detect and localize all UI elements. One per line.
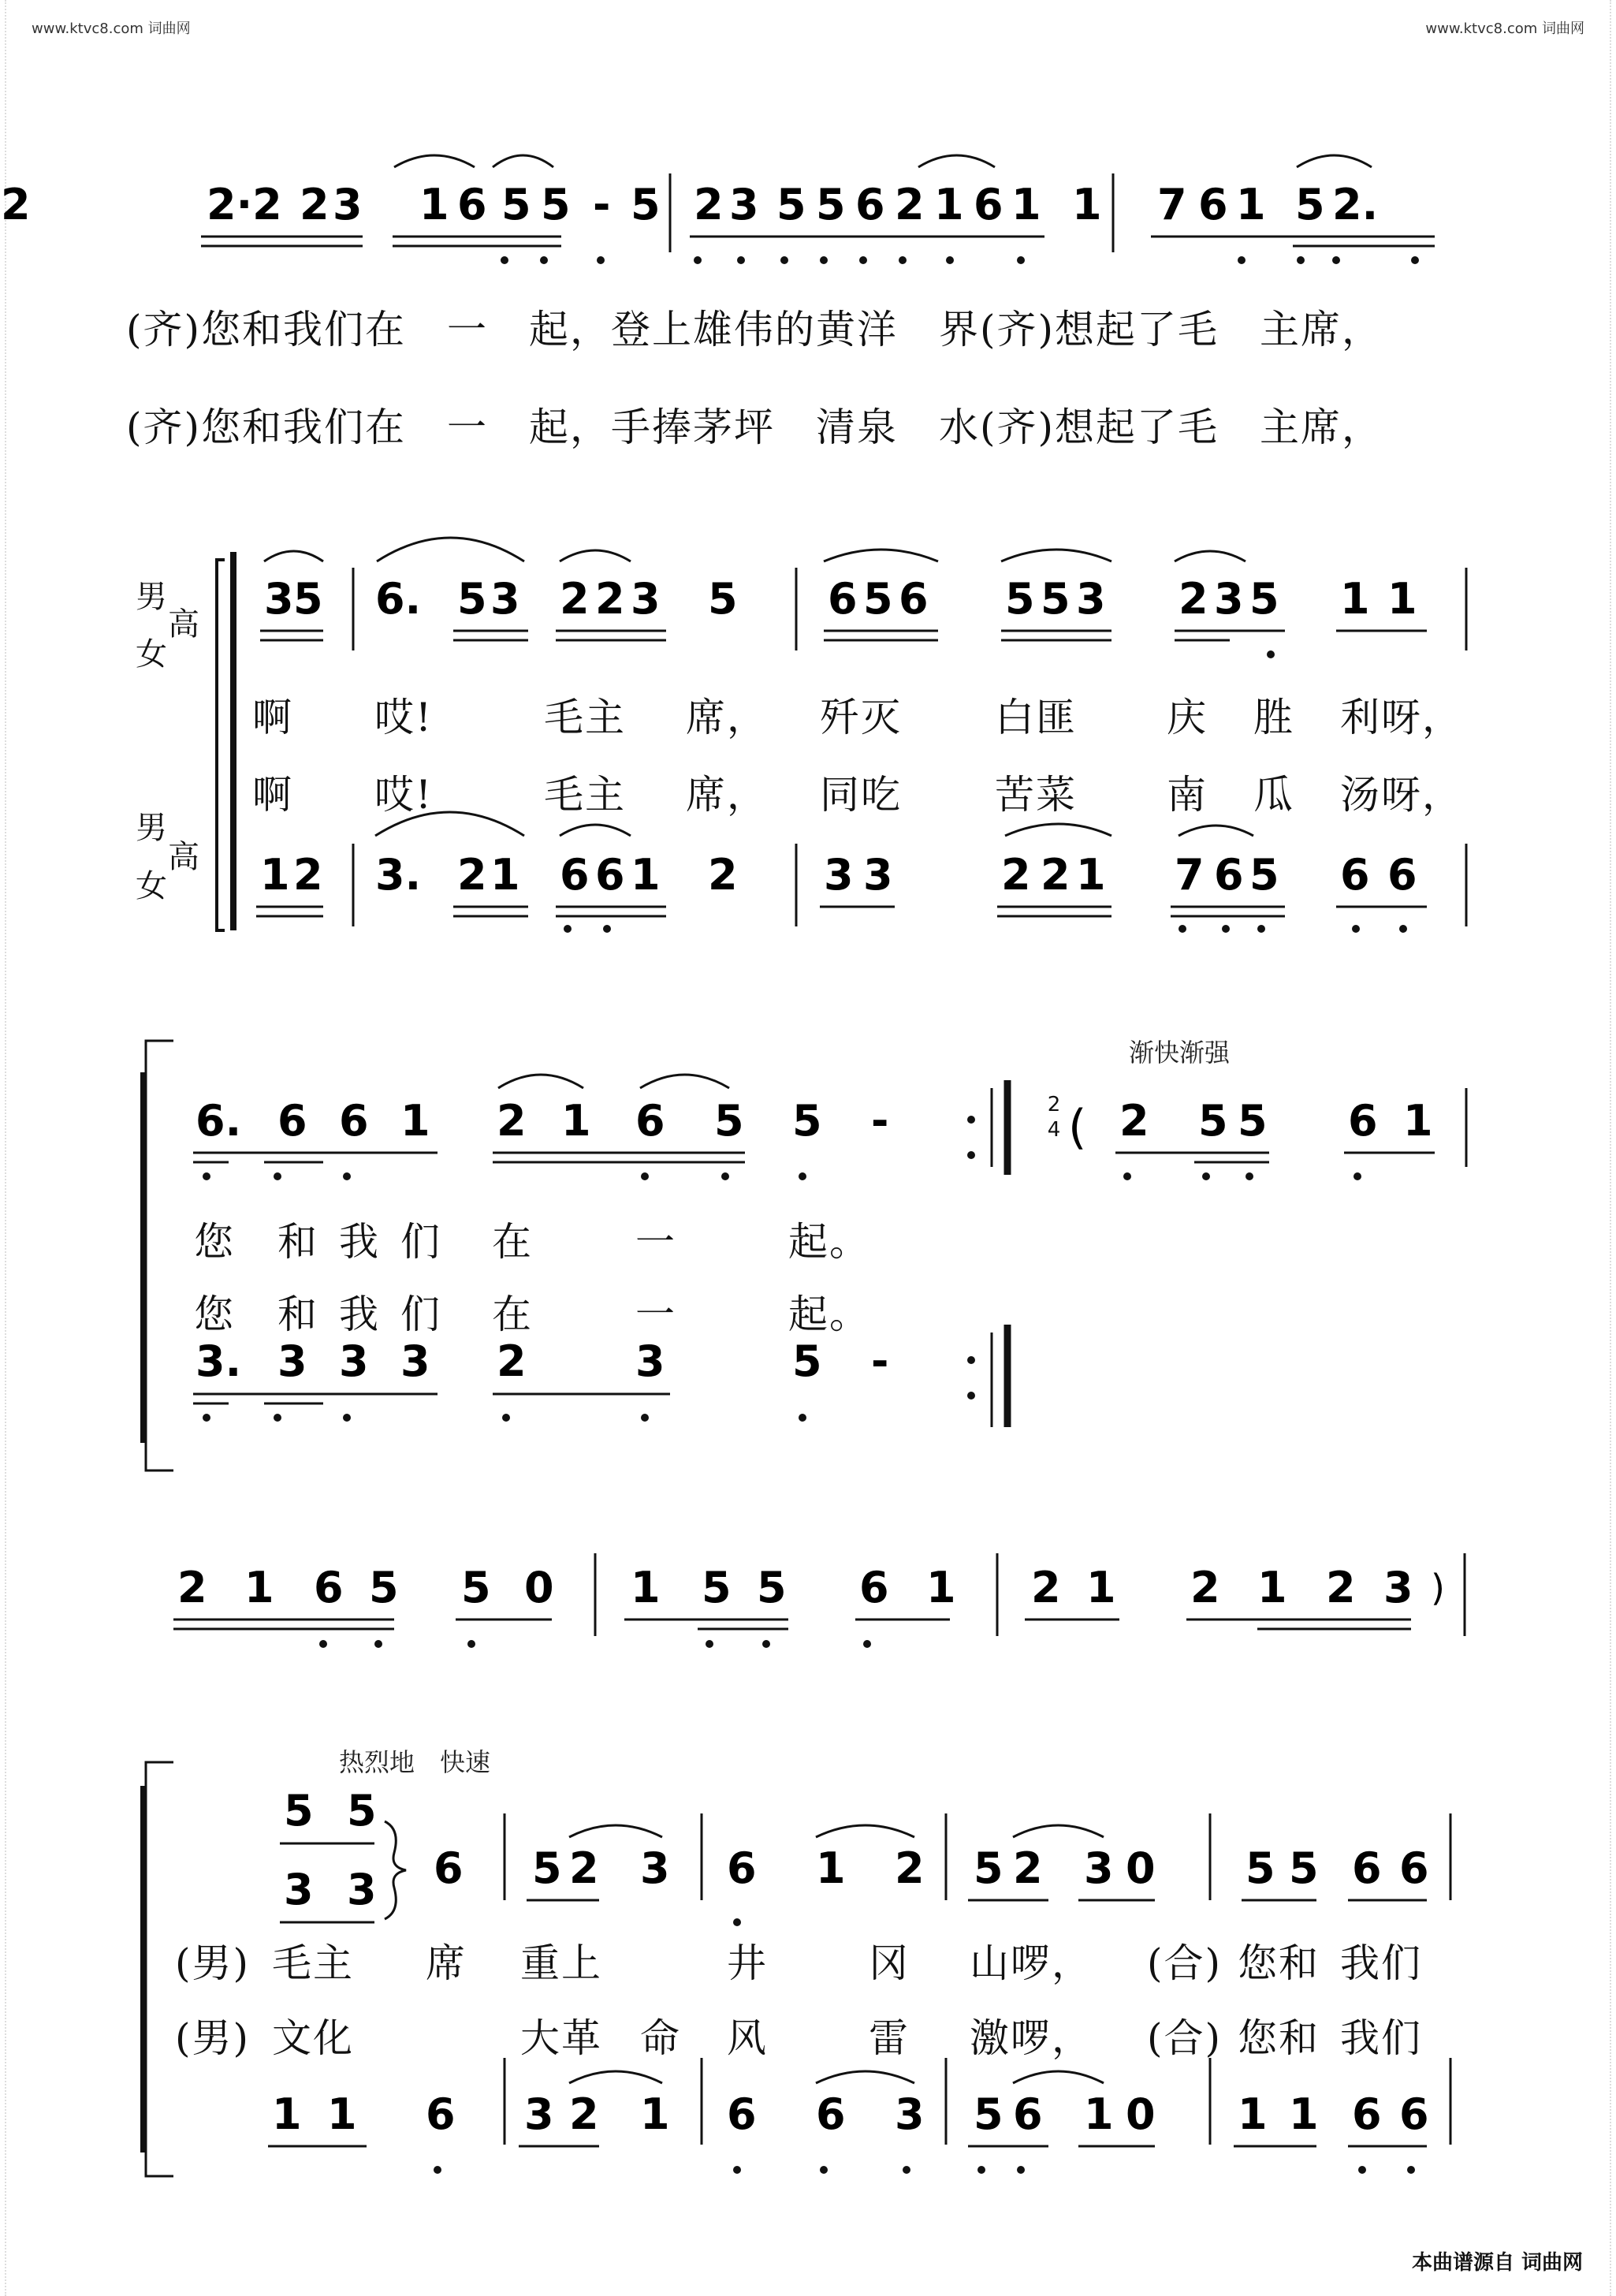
system5-pickup-brace (385, 1821, 406, 1919)
system5-lower-note: 2 (569, 2089, 599, 2139)
system3-upper-note: 1 (561, 1096, 591, 1146)
system2-lower-note: 1 (631, 850, 661, 900)
system3-lyric-v1-7: 起。 (788, 1219, 870, 1265)
system5-upper-note: 5 (1246, 1843, 1275, 1893)
system2-lyric-v1-8: 胜 (1253, 695, 1294, 740)
system3-upper-note: 2 (497, 1096, 527, 1146)
octave-dot (946, 256, 954, 264)
system2-lyric-v1-3: 毛主 (544, 695, 626, 740)
system5-lower-note: 1 (1084, 2089, 1114, 2139)
system1-note: 5 (631, 180, 661, 229)
octave-dot (603, 925, 611, 933)
system3-brace (146, 1041, 173, 1470)
system5-lyric-v2-1: (男) (175, 2015, 251, 2061)
octave-dot (374, 1640, 382, 1648)
slur (816, 1825, 914, 1837)
octave-dot (319, 1640, 327, 1648)
system2-lower-note: 2 (708, 850, 738, 900)
system1-note: 1 (1236, 180, 1266, 229)
octave-dot (1353, 1172, 1361, 1180)
system5-pickup-top-note: 5 (347, 1786, 377, 1836)
slur (1005, 824, 1111, 836)
system3-upper-note: 6 (1348, 1096, 1378, 1146)
header-left-watermark: www.ktvc8.com 词曲网 (32, 20, 191, 37)
system2-lyric-v2-5: 同吃 (820, 772, 902, 818)
system2-upper-note: 6 (828, 574, 858, 624)
opening-paren: ( (1068, 1100, 1087, 1155)
system5-lyric-v2-5: 风 (727, 2015, 768, 2061)
system1-note: 7 (1157, 180, 1187, 229)
system4-note: 2 (1031, 1563, 1061, 1612)
octave-dot (1202, 1172, 1210, 1180)
system2-lyric-v2-3: 毛主 (544, 772, 626, 818)
octave-dot (1407, 2166, 1415, 2174)
octave-dot (1332, 256, 1340, 264)
system5-upper-note: 3 (1084, 1843, 1114, 1893)
octave-dot (564, 925, 572, 933)
system5-lower-note: 5 (974, 2089, 1003, 2139)
system3-upper-note: 2 (1119, 1096, 1149, 1146)
system5-upper-note: 6 (1399, 1843, 1429, 1893)
system2-lower-note: 6 (1340, 850, 1370, 900)
system2-lyric-v1-4: 席， (686, 695, 768, 740)
system2-lyric-v2-2: 哎! (374, 772, 434, 818)
system5-lyric-v1-10: 我们 (1340, 1940, 1422, 1986)
octave-dot (1411, 256, 1419, 264)
repeat-dot (967, 1356, 975, 1364)
system2-lower-note: 1 (260, 850, 290, 900)
slur (1175, 551, 1246, 561)
system2-upper-note: 2 (1178, 574, 1208, 624)
slur (1001, 550, 1111, 561)
system2-upper-note: 3 (1076, 574, 1106, 624)
slur (824, 550, 938, 561)
system5-lyric-v2-4: 命 (640, 2015, 681, 2061)
octave-dot (1238, 256, 1246, 264)
system4-note: 1 (1086, 1563, 1116, 1612)
system1-note: 1 (1072, 180, 1102, 229)
slur (394, 155, 475, 167)
repeat-dot (967, 1151, 975, 1159)
system2-upper-note: 5 (293, 574, 323, 624)
system5-upper-note: 5 (974, 1843, 1003, 1893)
octave-dot (737, 256, 745, 264)
system2-lower-note: 7 (1175, 850, 1205, 900)
slur (377, 538, 524, 561)
system5-lyric-v1-5: 井 (727, 1940, 768, 1986)
system5-lower-note: 6 (1399, 2089, 1429, 2139)
octave-dot (203, 1414, 210, 1422)
system2-upper-note: 3 (490, 574, 520, 624)
system1-note: 2 (895, 180, 925, 229)
system2-lower-note: 2 (457, 850, 487, 900)
system5-lyric-v2-2: 文化 (272, 2015, 354, 2061)
system3-lyric-v1-1: 您 (194, 1219, 235, 1265)
time-signature-top: 2 (1047, 1093, 1061, 1116)
system5-lower-note: 1 (1289, 2089, 1319, 2139)
system2-lyric-v2-6: 苦菜 (995, 772, 1077, 818)
system5-lyric-v2-7: 激啰， (970, 2015, 1093, 2061)
system1-note: 6 (1198, 180, 1228, 229)
octave-dot (597, 256, 605, 264)
system2-lyric-v2-8: 瓜 (1253, 772, 1294, 818)
system3-upper-note: 5 (714, 1096, 744, 1146)
system2-lyric-v2-4: 席， (686, 772, 768, 818)
system1-lyrics-verse1: (齐)您和我们在 一 起，登上雄伟的黄洋 界(齐)想起了毛 主席， (126, 307, 1383, 352)
system2-upper-note: 3 (631, 574, 661, 624)
system2-lower-part-label-high: 高 (168, 839, 199, 875)
octave-dot (762, 1640, 770, 1648)
system4-note: 3 (1383, 1563, 1413, 1612)
system4-note: 0 (524, 1563, 554, 1612)
system2-upper-part-label-female: 女 (136, 636, 167, 673)
system1-note: 1 (419, 180, 449, 229)
system2-lower-note: 1 (490, 850, 520, 900)
system5-lyric-v2-6: 雷 (869, 2015, 910, 2061)
system1-note: - (593, 180, 611, 229)
octave-dot (863, 1640, 871, 1648)
system3-lyric-v1-5: 在 (492, 1219, 533, 1265)
header-right-watermark: www.ktvc8.com 词曲网 (1425, 20, 1584, 37)
time-signature-bottom: 4 (1047, 1118, 1061, 1142)
system1-note: 2 (300, 180, 330, 229)
slur (560, 550, 631, 561)
system3-upper-note: 6. (195, 1096, 242, 1146)
system3-upper-note: 6 (339, 1096, 369, 1146)
system4-note: 1 (631, 1563, 661, 1612)
system5-upper-note: 5 (1289, 1843, 1319, 1893)
system4-note: 2 (1326, 1563, 1356, 1612)
system2-lower-note: 6 (1387, 850, 1417, 900)
octave-dot (1017, 256, 1025, 264)
system2-upper-note: 2 (595, 574, 625, 624)
system2-upper-part-label-male: 男 (136, 579, 167, 615)
system1-note: 2 (694, 180, 724, 229)
system1-note: 6 (457, 180, 487, 229)
octave-dot (1178, 925, 1186, 933)
octave-dot (502, 1414, 510, 1422)
octave-dot (799, 1172, 806, 1180)
system3-lyric-v2-4: 们 (400, 1292, 441, 1337)
system5-upper-note: 0 (1126, 1843, 1156, 1893)
system2-lyric-v2-7: 南 (1167, 772, 1208, 818)
system3-lyric-v2-6: 一 (635, 1292, 676, 1337)
slur (640, 1075, 729, 1088)
octave-dot (1399, 925, 1407, 933)
system3-lyric-v2-2: 和 (277, 1292, 318, 1337)
octave-dot (1222, 925, 1230, 933)
system2-lower-note: 3. (375, 850, 422, 900)
system3-expression-mark: 渐快渐强 (1129, 1038, 1231, 1068)
system5-lower-note: 6 (1013, 2089, 1043, 2139)
octave-dot (1358, 2166, 1366, 2174)
octave-dot (799, 1414, 806, 1422)
octave-dot (899, 256, 907, 264)
system1-note: 2·2 (207, 180, 282, 229)
system5-lyric-v1-1: (男) (175, 1940, 251, 1986)
system2-lyric-v1-9: 利呀， (1340, 695, 1463, 740)
octave-dot (733, 2166, 741, 2174)
system5-expression-mark: 热烈地 快速 (339, 1747, 491, 1777)
octave-dot (733, 1918, 741, 1926)
octave-dot (694, 256, 702, 264)
slur (1013, 1825, 1104, 1837)
system3-lyric-v1-4: 们 (400, 1219, 441, 1265)
system5-lyric-v1-9: 您和 (1238, 1940, 1320, 1986)
system3-upper-note: - (871, 1096, 889, 1146)
system3-lyric-v1-6: 一 (635, 1219, 676, 1265)
system5-lyric-v1-6: 冈 (869, 1940, 910, 1986)
octave-dot (706, 1640, 713, 1648)
system5-lower-note: 3 (524, 2089, 554, 2139)
system3-lower-note: 3 (635, 1336, 665, 1386)
slur (1297, 155, 1372, 167)
system5-lyric-v1-7: 山啰， (970, 1940, 1093, 1986)
octave-dot (780, 256, 788, 264)
system3-lower-note: - (871, 1336, 889, 1386)
system5-brace (146, 1762, 173, 2176)
system5-upper-note: 1 (816, 1843, 846, 1893)
system3-lower-note: 5 (792, 1336, 822, 1386)
system5-lower-note: 1 (272, 2089, 302, 2139)
octave-dot (820, 2166, 828, 2174)
system5-pickup-bottom-note: 3 (347, 1865, 377, 1914)
system2-lower-note: 6 (560, 850, 590, 900)
system5-upper-note: 2 (569, 1843, 599, 1893)
octave-dot (343, 1414, 351, 1422)
system1-note: 1 (934, 180, 964, 229)
system3-lyric-v2-7: 起。 (788, 1292, 870, 1337)
system5-pickup-bottom-note: 3 (284, 1865, 314, 1914)
system2-lower-note: 3 (863, 850, 893, 900)
system2-lower-part-label-male: 男 (136, 810, 167, 846)
octave-dot (1017, 2166, 1025, 2174)
system1-note: 6 (855, 180, 885, 229)
system4-note: 5 (369, 1563, 399, 1612)
system5-lyric-v1-4: 重上 (520, 1940, 602, 1986)
system4-note: 5 (461, 1563, 491, 1612)
system2-upper-note: 1 (1340, 574, 1370, 624)
footer-source-note: 本曲谱源自 词曲网 (1411, 2251, 1583, 2275)
octave-dot (203, 1172, 210, 1180)
system3-lyric-v2-5: 在 (492, 1292, 533, 1337)
system2-lower-note: 5 (1249, 850, 1279, 900)
slur (918, 155, 995, 167)
system5-upper-note: 2 (895, 1843, 925, 1893)
system5-lyric-v2-9: 您和 (1238, 2015, 1320, 2061)
system2-lyric-v2-1: 啊 (252, 772, 293, 818)
system5-upper-note: 2 (1013, 1843, 1043, 1893)
system5-upper-note: 6 (727, 1843, 757, 1893)
system1-note: 5 (501, 180, 531, 229)
system3-lower-note: 3. (195, 1336, 242, 1386)
system3-upper-note: 1 (400, 1096, 430, 1146)
system2-lyric-v1-2: 哎! (374, 695, 434, 740)
system4-note: 2 (1190, 1563, 1220, 1612)
system2-upper-note: 5 (457, 574, 487, 624)
system3-lyric-v2-1: 您 (194, 1292, 235, 1337)
slur (816, 2071, 914, 2083)
slur (1178, 826, 1253, 836)
system5-upper-note: 6 (434, 1843, 464, 1893)
system2-upper-part-label-high: 高 (168, 606, 199, 643)
slur (498, 1075, 583, 1088)
system2-upper-note: 3 (264, 574, 294, 624)
system2-lower-note: 2 (1041, 850, 1071, 900)
octave-dot (721, 1172, 729, 1180)
system5-lower-note: 6 (727, 2089, 757, 2139)
system4-note: 6 (859, 1563, 889, 1612)
system2-upper-note: 6 (899, 574, 929, 624)
octave-dot (1257, 925, 1265, 933)
system1-lyrics-verse2: (齐)您和我们在 一 起，手捧茅坪 清泉 水(齐)想起了毛 主席， (126, 404, 1383, 450)
octave-dot (859, 256, 867, 264)
system2-lower-note: 6 (1214, 850, 1244, 900)
system5-lyric-v2-3: 大革 (520, 2015, 602, 2061)
system5-pickup-top-note: 5 (284, 1786, 314, 1836)
system5-lyric-v2-10: 我们 (1340, 2015, 1422, 2061)
system3-upper-note: 5 (1238, 1096, 1268, 1146)
closing-paren: ) (1431, 1567, 1445, 1609)
octave-dot (1123, 1172, 1131, 1180)
octave-dot (1352, 925, 1360, 933)
slur (569, 1825, 662, 1837)
system1-note: 3 (333, 180, 363, 229)
system2-upper-note: 1 (1387, 574, 1417, 624)
slur (1013, 2071, 1104, 2083)
octave-dot (274, 1172, 281, 1180)
system3-upper-note: 1 (1403, 1096, 1433, 1146)
system3-lower-note: 2 (497, 1336, 527, 1386)
system5-lyric-v1-3: 席 (426, 1940, 467, 1986)
octave-dot (1267, 650, 1275, 658)
system2-lower-note: 2 (1001, 850, 1031, 900)
system2-upper-note: 5 (708, 574, 738, 624)
octave-dot (641, 1172, 649, 1180)
system5-lower-note: 1 (327, 2089, 357, 2139)
repeat-dot (967, 1116, 975, 1124)
octave-dot (820, 256, 828, 264)
system2-lyric-v1-1: 啊 (252, 695, 293, 740)
system5-upper-note: 5 (532, 1843, 562, 1893)
system5-lower-note: 1 (1238, 2089, 1268, 2139)
system4-note: 2 (177, 1563, 207, 1612)
system1-note: 5 (776, 180, 806, 229)
system2-lyric-v1-6: 白匪 (995, 695, 1077, 740)
repeat-dot (967, 1392, 975, 1400)
system1-note: 2. (1332, 180, 1379, 229)
slur (264, 551, 323, 561)
system2-lyric-v1-7: 庆 (1167, 695, 1208, 740)
octave-dot (343, 1172, 351, 1180)
system1-note: 1 (1011, 180, 1041, 229)
octave-dot (903, 2166, 910, 2174)
slur (569, 2071, 662, 2083)
system2-lower-part-label-female: 女 (136, 868, 167, 904)
system5-lower-note: 6 (816, 2089, 846, 2139)
system3-lower-note: 3 (400, 1336, 430, 1386)
system3-lower-note: 3 (339, 1336, 369, 1386)
system2-lower-note: 6 (595, 850, 625, 900)
octave-dot (540, 256, 548, 264)
octave-dot (274, 1414, 281, 1422)
system3-upper-note: 6 (635, 1096, 665, 1146)
system3-upper-note: 6 (277, 1096, 307, 1146)
system5-lyric-v2-8: (合) (1147, 2015, 1223, 2061)
octave-dot (434, 2166, 441, 2174)
system1-note: 3 (729, 180, 759, 229)
system3-upper-note: 5 (792, 1096, 822, 1146)
system5-lyric-v1-8: (合) (1147, 1940, 1223, 1986)
system4-note: 1 (1257, 1563, 1287, 1612)
system4-note: 1 (926, 1563, 956, 1612)
system3-lyric-v1-3: 我 (339, 1219, 380, 1265)
system5-lower-note: 6 (1352, 2089, 1382, 2139)
system4-note: 6 (314, 1563, 344, 1612)
system3-lyric-v2-3: 我 (339, 1292, 380, 1337)
octave-dot (1297, 256, 1305, 264)
system3-lower-note: 3 (277, 1336, 307, 1386)
system2-upper-note: 5 (863, 574, 893, 624)
system2-brace (217, 560, 225, 930)
slur (493, 155, 553, 167)
system2-lower-note: 3 (824, 850, 854, 900)
system4-note: 5 (702, 1563, 732, 1612)
system2-lyric-v2-9: 汤呀， (1340, 772, 1463, 818)
system5-upper-note: 6 (1352, 1843, 1382, 1893)
system2-lower-note: 1 (1076, 850, 1106, 900)
system5-lyric-v1-2: 毛主 (272, 1940, 354, 1986)
system4-note: 1 (244, 1563, 274, 1612)
system2-upper-note: 5 (1005, 574, 1035, 624)
system4-note: 5 (757, 1563, 787, 1612)
system2-upper-note: 5 (1041, 574, 1071, 624)
system2-lyric-v1-5: 歼灭 (820, 695, 902, 740)
system5-lower-note: 1 (640, 2089, 670, 2139)
octave-dot (501, 256, 508, 264)
system5-lower-note: 3 (895, 2089, 925, 2139)
system1-note: 2 (1, 180, 31, 229)
octave-dot (467, 1640, 475, 1648)
system5-upper-note: 3 (640, 1843, 670, 1893)
system1-note: 5 (1295, 180, 1325, 229)
system2-upper-note: 5 (1249, 574, 1279, 624)
octave-dot (977, 2166, 985, 2174)
system2-upper-note: 6. (375, 574, 422, 624)
system5-lower-note: 0 (1126, 2089, 1156, 2139)
octave-dot (641, 1414, 649, 1422)
system2-upper-note: 2 (560, 574, 590, 624)
system3-upper-note: 5 (1198, 1096, 1228, 1146)
slur (560, 825, 631, 836)
system2-upper-note: 3 (1214, 574, 1244, 624)
system5-lower-note: 6 (426, 2089, 456, 2139)
system1-note: 5 (541, 180, 571, 229)
system1-note: 6 (974, 180, 1003, 229)
octave-dot (1246, 1172, 1253, 1180)
system2-lower-note: 2 (293, 850, 323, 900)
system3-lyric-v1-2: 和 (277, 1219, 318, 1265)
system1-note: 5 (816, 180, 846, 229)
